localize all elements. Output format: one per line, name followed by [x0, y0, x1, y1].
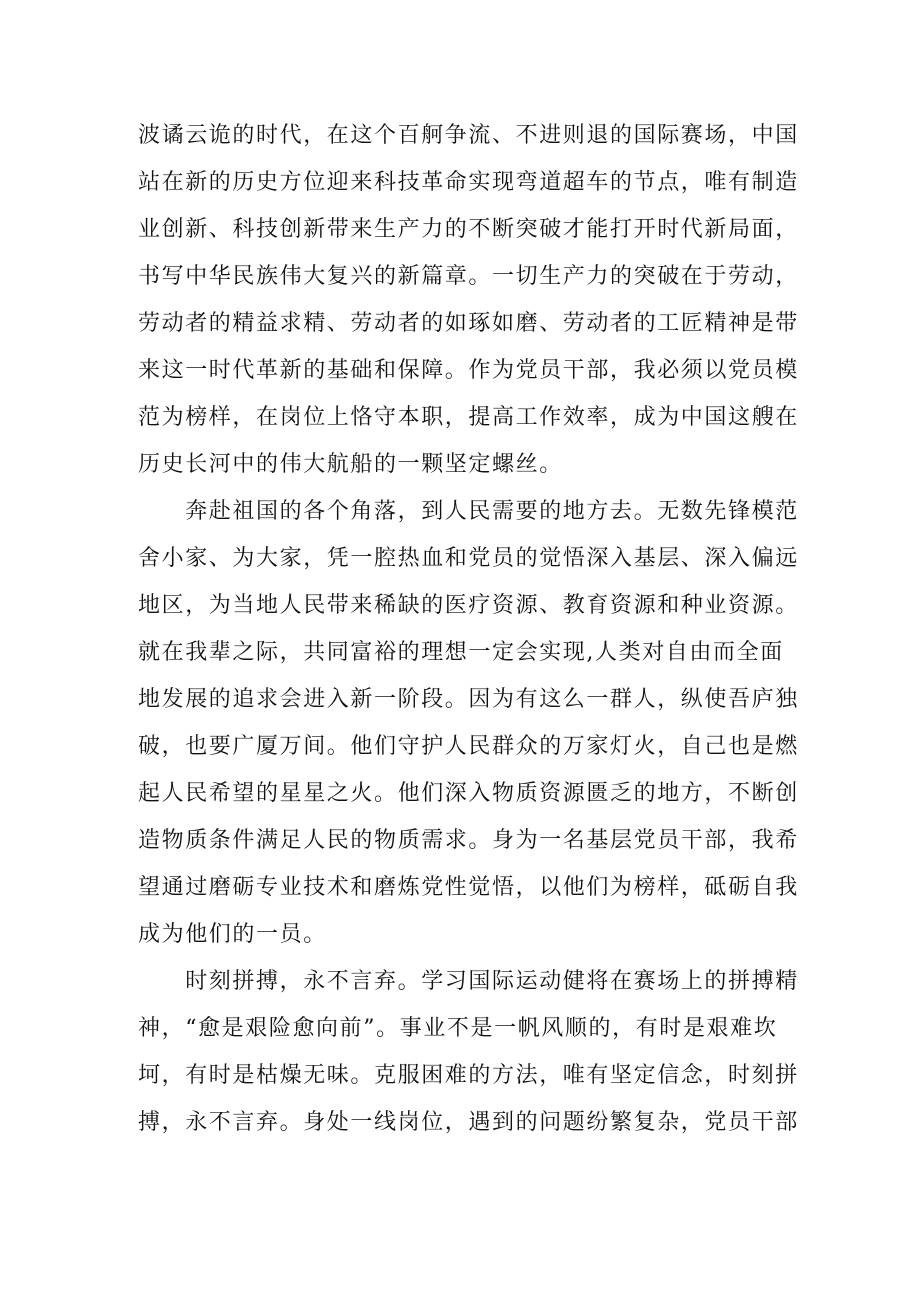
- text-line: 神，“愈是艰险愈向前”。事业不是一帆风顺的，有时是艰难坎: [138, 1016, 778, 1041]
- text-line: 书写中华民族伟大复兴的新篇章。一切生产力的突破在于劳动，: [138, 264, 799, 289]
- text-line: 起人民希望的星星之火。他们深入物质资源匮乏的地方，不断创: [138, 781, 799, 806]
- text-line: 造物质条件满足人民的物质需求。身为一名基层党员干部，我希: [138, 828, 799, 853]
- text-line: 地区，为当地人民带来稀缺的医疗资源、教育资源和种业资源。: [138, 593, 799, 618]
- text-line: 波谲云诡的时代，在这个百舸争流、不进则退的国际赛场，中国: [138, 123, 799, 148]
- text-line: 舍小家、为大家，凭一腔热血和党员的觉悟深入基层、深入偏远: [138, 546, 799, 571]
- text-line: 望通过磨砺专业技术和磨炼党性觉悟，以他们为榜样，砥砺自我: [138, 875, 799, 900]
- text-line: 范为榜样，在岗位上恪守本职，提高工作效率，成为中国这艘在: [138, 405, 799, 430]
- text-line: 成为他们的一员。: [138, 922, 327, 947]
- body-text: [138, 112, 799, 1146]
- text-line: 站在新的历史方位迎来科技革命实现弯道超车的节点，唯有制造: [138, 170, 799, 195]
- paragraph-1: [138, 112, 799, 488]
- text-line: 破，也要广厦万间。他们守护人民群众的万家灯火，自己也是燃: [138, 734, 799, 759]
- text-line: 时刻拼搏，永不言弃。学习国际运动健将在赛场上的拼搏精: [138, 969, 799, 994]
- text-line: 地发展的追求会进入新一阶段。因为有这么一群人，纵使吾庐独: [138, 687, 799, 712]
- text-line: 奔赴祖国的各个角落，到人民需要的地方去。无数先锋模范: [138, 499, 799, 524]
- text-line: 就在我辈之际，共同富裕的理想一定会实现,人类对自由而全面: [138, 640, 784, 665]
- text-line: 搏，永不言弃。身处一线岗位，遇到的问题纷繁复杂，党员干部: [138, 1110, 799, 1135]
- text-line: 劳动者的精益求精、劳动者的如琢如磨、劳动者的工匠精神是带: [138, 311, 799, 336]
- paragraph-3: [138, 958, 799, 1146]
- paragraph-2: [138, 488, 799, 958]
- text-line: 来这一时代革新的基础和保障。作为党员干部，我必须以党员模: [138, 358, 799, 383]
- text-line: 坷，有时是枯燥无味。克服困难的方法，唯有坚定信念，时刻拼: [138, 1063, 799, 1088]
- text-line: 业创新、科技创新带来生产力的不断突破才能打开时代新局面，: [138, 217, 799, 242]
- text-line: 历史长河中的伟大航船的一颗坚定螺丝。: [138, 452, 563, 477]
